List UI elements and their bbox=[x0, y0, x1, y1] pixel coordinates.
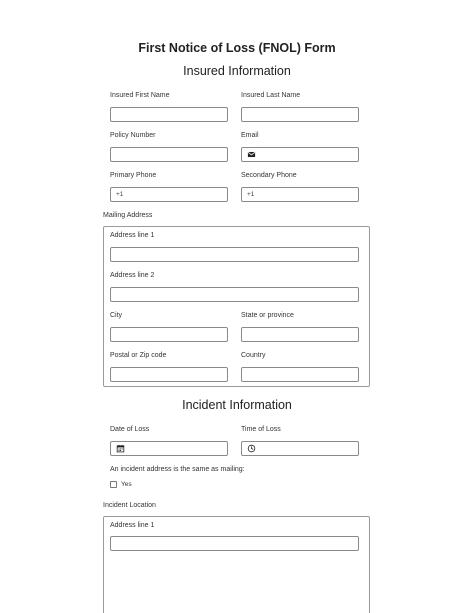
same-address-question: An incident address is the same as mailing: bbox=[110, 466, 245, 473]
date-of-loss-label: Date of Loss bbox=[110, 426, 150, 433]
incident-location-label: Incident Location bbox=[103, 502, 156, 509]
email-input[interactable] bbox=[241, 147, 359, 162]
last-name-label: Insured Last Name bbox=[241, 92, 301, 99]
secondary-phone-input[interactable] bbox=[241, 187, 359, 202]
same-address-yes-label: Yes bbox=[121, 481, 132, 488]
form-title: First Notice of Loss (FNOL) Form bbox=[138, 41, 336, 55]
country-label: Country bbox=[241, 352, 266, 359]
incident-location-group bbox=[103, 516, 370, 613]
email-label: Email bbox=[241, 132, 259, 139]
city-label: City bbox=[110, 312, 123, 319]
incident-section-heading: Incident Information bbox=[182, 398, 292, 412]
policy-number-label: Policy Number bbox=[110, 132, 156, 139]
secondary-phone-label: Secondary Phone bbox=[241, 172, 297, 179]
policy-number-input[interactable] bbox=[110, 147, 228, 162]
country-input[interactable] bbox=[241, 367, 359, 382]
primary-phone-prefix: +1 bbox=[116, 191, 124, 198]
primary-phone-label: Primary Phone bbox=[110, 172, 157, 179]
address-line1-input[interactable] bbox=[110, 247, 359, 262]
same-address-yes-checkbox[interactable] bbox=[110, 481, 117, 488]
secondary-phone-prefix: +1 bbox=[247, 191, 255, 198]
time-of-loss-input[interactable] bbox=[241, 441, 359, 456]
address-line1-label: Address line 1 bbox=[110, 232, 155, 239]
envelope-icon bbox=[247, 150, 256, 159]
time-of-loss-label: Time of Loss bbox=[241, 426, 281, 433]
address-line2-input[interactable] bbox=[110, 287, 359, 302]
insured-section-heading: Insured Information bbox=[183, 64, 291, 78]
address-line2-label: Address line 2 bbox=[110, 272, 155, 279]
calendar-icon bbox=[116, 444, 125, 453]
mailing-address-label: Mailing Address bbox=[103, 212, 153, 219]
clock-icon bbox=[247, 444, 256, 453]
postal-code-input[interactable] bbox=[110, 367, 228, 382]
state-label: State or province bbox=[241, 312, 294, 319]
date-of-loss-input[interactable] bbox=[110, 441, 228, 456]
city-input[interactable] bbox=[110, 327, 228, 342]
primary-phone-input[interactable] bbox=[110, 187, 228, 202]
postal-code-label: Postal or Zip code bbox=[110, 352, 167, 359]
first-name-input[interactable] bbox=[110, 107, 228, 122]
state-input[interactable] bbox=[241, 327, 359, 342]
last-name-input[interactable] bbox=[241, 107, 359, 122]
first-name-label: Insured First Name bbox=[110, 92, 170, 99]
incident-address-line1-input[interactable] bbox=[110, 536, 359, 551]
incident-address-line1-label: Address line 1 bbox=[110, 522, 155, 529]
